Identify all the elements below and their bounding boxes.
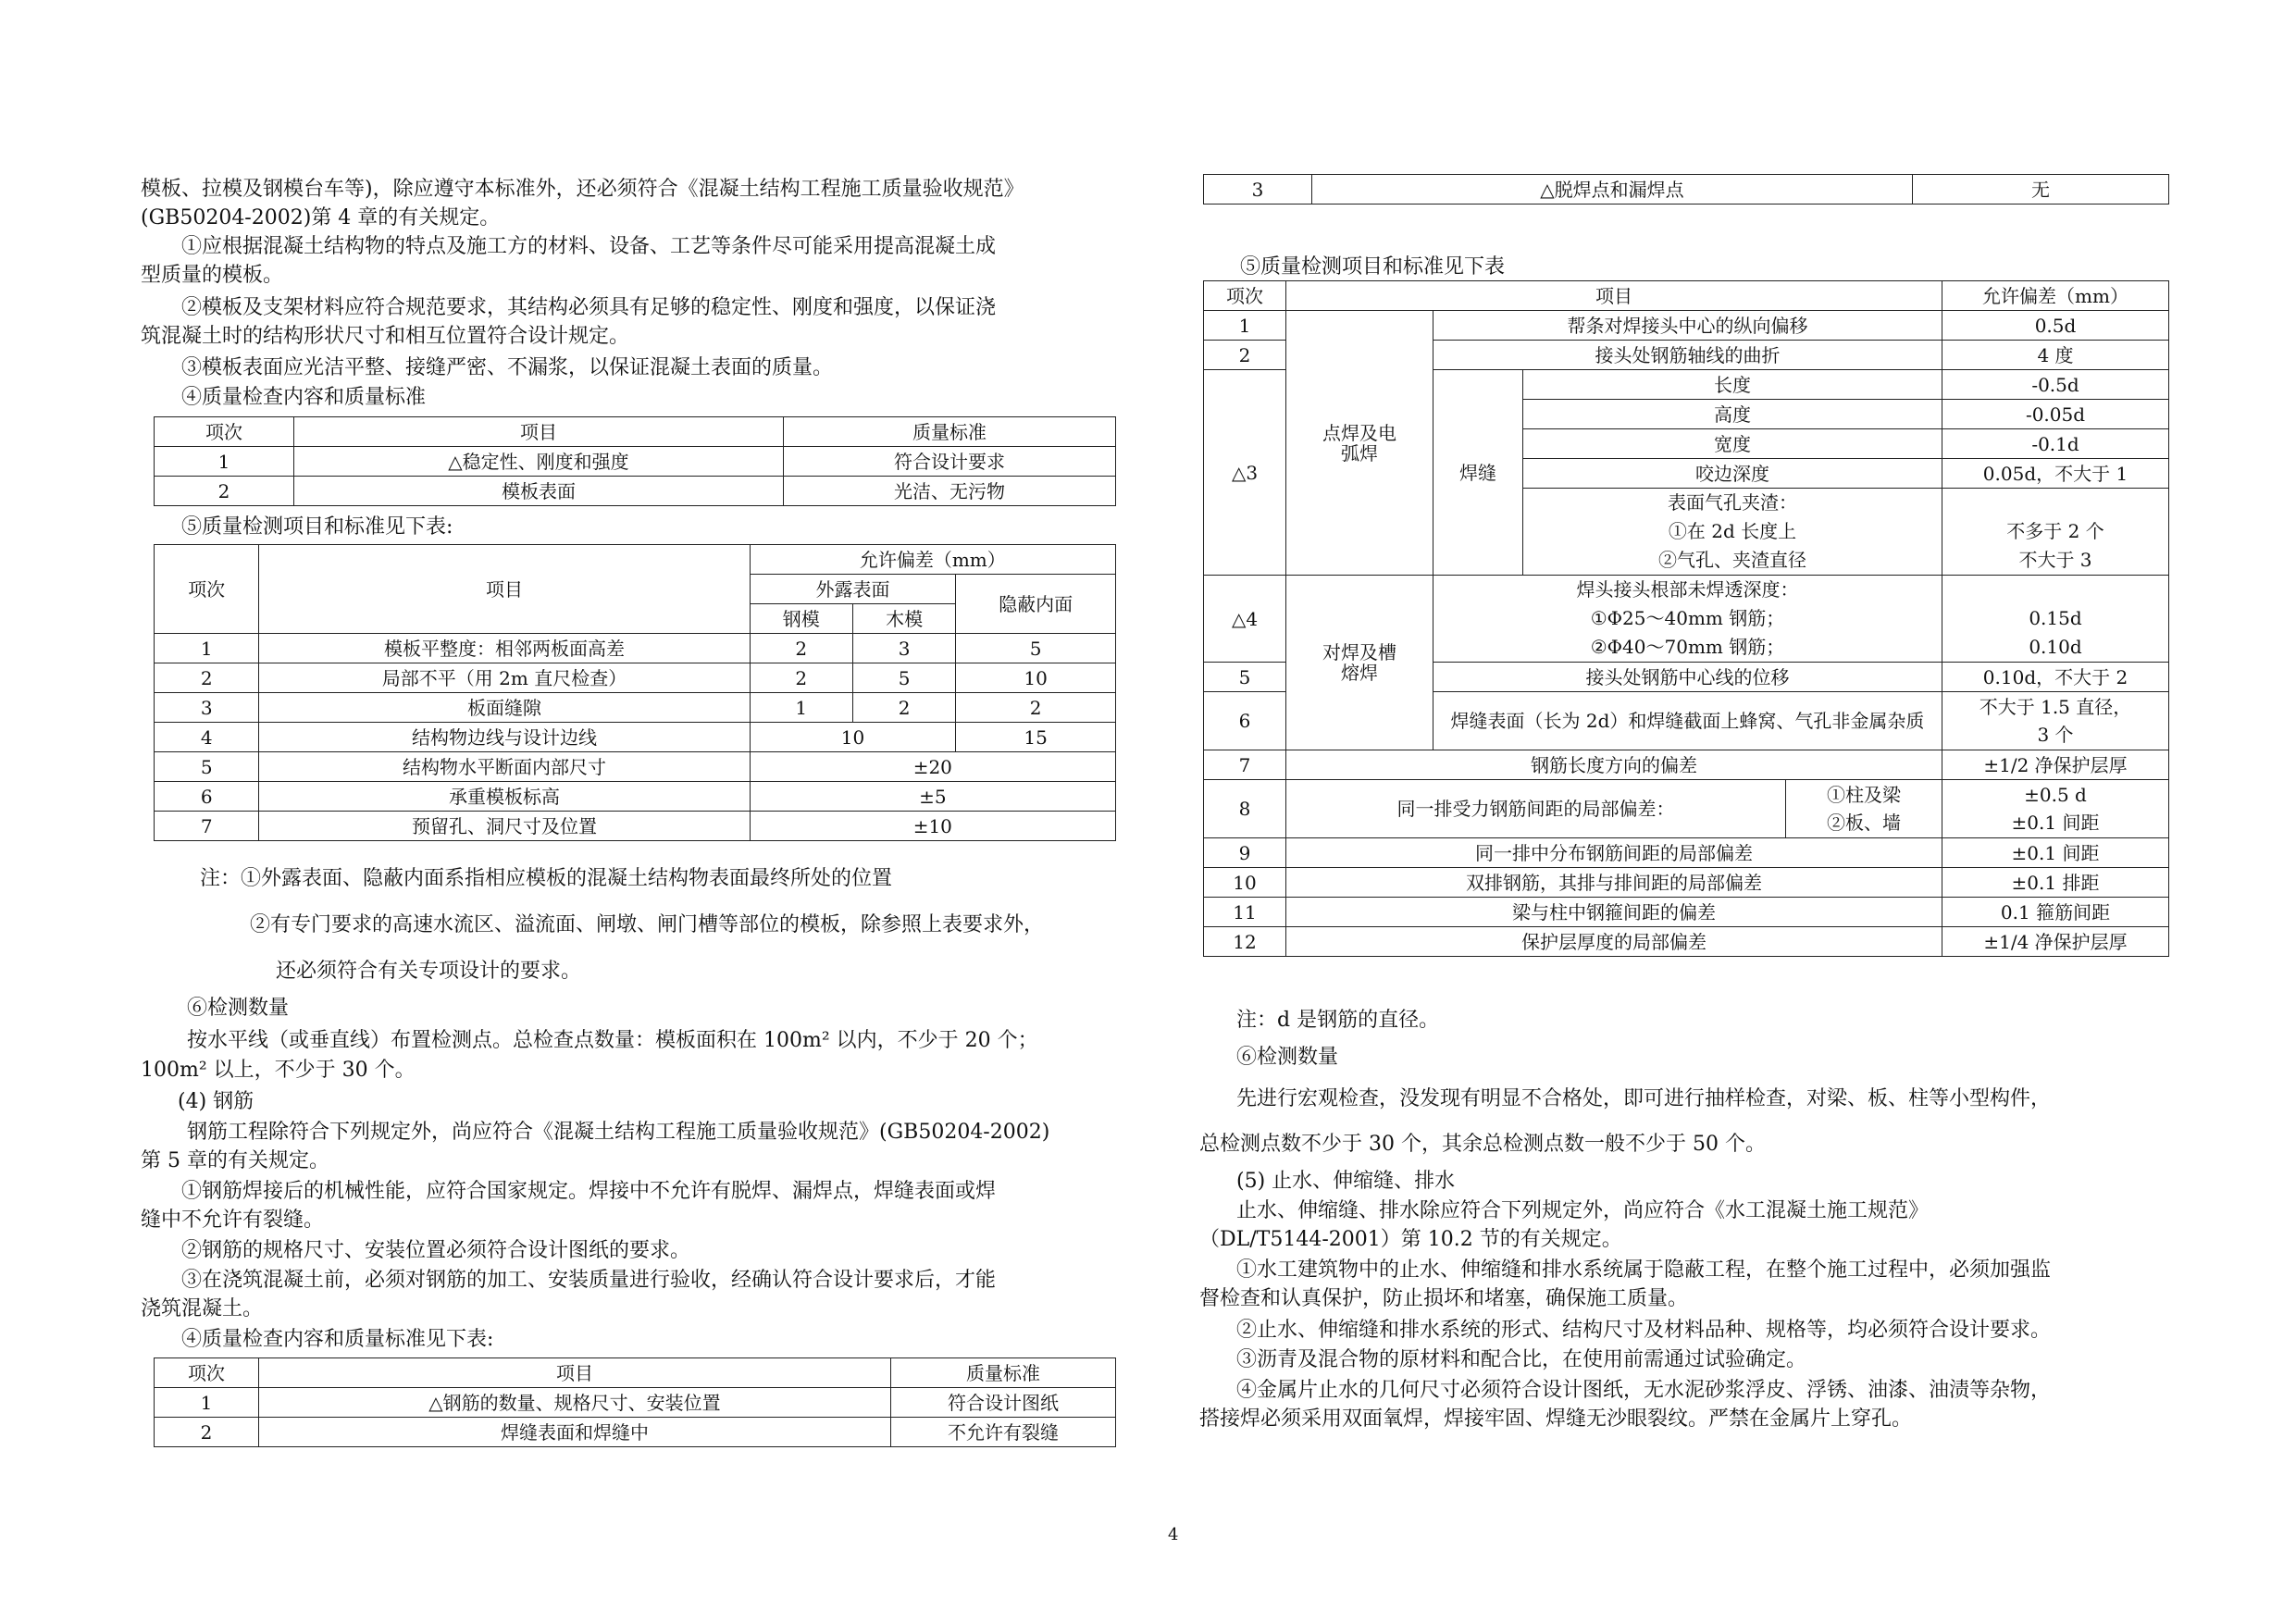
cell: 预留孔、洞尺寸及位置 <box>259 812 750 841</box>
cell: -0.5d <box>1942 370 2169 400</box>
cell: 5 <box>852 663 955 693</box>
cell: 不允许有裂缝 <box>891 1418 1116 1447</box>
header-cell: 允许偏差（mm） <box>750 545 1115 575</box>
cell-line: 不大于 3 <box>2018 549 2092 571</box>
paragraph: ④金属片止水的几何尺寸必须符合设计图纸，无水泥砂浆浮皮、浮锈、油漆、油渍等杂物， <box>1236 1379 2052 1402</box>
cell: 8 <box>1204 780 1286 838</box>
cell: 3 <box>155 693 259 723</box>
cell-line: 表面气孔夹渣： <box>1668 491 1797 514</box>
cell <box>1786 780 1942 838</box>
cell: 1 <box>155 447 294 477</box>
paragraph: ⑥检测数量 <box>187 997 290 1020</box>
cell: 5 <box>956 634 1116 663</box>
cell: 3 <box>852 634 955 663</box>
table-caption: ⑤质量检测项目和标准见下表: <box>181 515 453 539</box>
cell: 梁与柱中钢箍间距的偏差 <box>1286 898 1942 927</box>
cell: 11 <box>1204 898 1286 927</box>
cell <box>1942 780 2169 838</box>
paragraph: ③沥青及混合物的原材料和配合比，在使用前需通过试验确定。 <box>1236 1348 1807 1371</box>
paragraph: 督检查和认真保护，防止损坏和堵塞，确保施工质量。 <box>1199 1287 1689 1310</box>
cell-line: 焊头接头根部未焊透深度： <box>1576 578 1799 601</box>
paragraph: 模板、拉模及钢模台车等)，除应遵守本标准外，还必须符合《混凝土结构工程施工质量验收规范》 <box>141 178 1024 201</box>
note: 注：d 是钢筋的直径。 <box>1236 1009 1440 1032</box>
cell: 符合设计图纸 <box>891 1388 1116 1418</box>
tolerance-table-formwork <box>154 544 1116 841</box>
cell-line: 0.10d <box>2029 636 2082 658</box>
cell-line: ①Φ25～40mm 钢筋； <box>1590 607 1785 629</box>
header-cell: 项目 <box>294 417 784 447</box>
cell: 承重模板标高 <box>259 782 750 812</box>
cell-line: ±0.1 间距 <box>2011 812 2100 834</box>
cell: 咬边深度 <box>1523 459 1942 489</box>
cell: 1 <box>155 634 259 663</box>
paragraph: 先进行宏观检查，没发现有明显不合格处，即可进行抽样检查，对梁、板、柱等小型构件， <box>1236 1087 2052 1110</box>
cell: 10 <box>956 663 1116 693</box>
paragraph: （DL/T5144-2001）第 10.2 节的有关规定。 <box>1199 1228 1622 1251</box>
cell: 0.1 箍筋间距 <box>1942 898 2169 927</box>
cell: 结构物边线与设计边线 <box>259 723 750 752</box>
cell: ±1/4 净保护层厚 <box>1942 927 2169 957</box>
cell: 7 <box>1204 750 1286 780</box>
cell: ±0.1 间距 <box>1942 838 2169 868</box>
paragraph: 搭接焊必须采用双面氧焊，焊接牢固、焊缝无沙眼裂纹。严禁在金属片上穿孔。 <box>1199 1407 1913 1431</box>
cell <box>1942 692 2169 750</box>
cell: 模板表面 <box>294 477 784 506</box>
paragraph: ①应根据混凝土结构物的特点及施工方的材料、设备、工艺等条件尽可能采用提高混凝土成 <box>181 235 997 258</box>
cell <box>1942 576 2169 663</box>
cell <box>1523 489 1942 576</box>
header-cell: 项目 <box>1286 281 1942 311</box>
table-caption: ⑤质量检测项目和标准见下表 <box>1240 255 1506 279</box>
section-heading: (5) 止水、伸缩缝、排水 <box>1236 1170 1456 1193</box>
cell-line: 3 个 <box>2037 724 2074 746</box>
cell: 双排钢筋，其排与排间距的局部偏差 <box>1286 868 1942 898</box>
cell: 局部不平（用 2m 直尺检查） <box>259 663 750 693</box>
cell: 宽度 <box>1523 429 1942 459</box>
cell-line: ②板、墙 <box>1827 812 1901 834</box>
cell: △钢筋的数量、规格尺寸、安装位置 <box>259 1388 891 1418</box>
cell-line: 不多于 2 个 <box>2006 520 2104 542</box>
cell: 5 <box>155 752 259 782</box>
cell: 模板平整度：相邻两板面高差 <box>259 634 750 663</box>
cell: ±0.1 排距 <box>1942 868 2169 898</box>
cell: 1 <box>750 693 852 723</box>
header-cell: 外露表面 <box>750 575 956 604</box>
paragraph: 型质量的模板。 <box>141 264 284 287</box>
cell: 焊缝表面（长为 2d）和焊缝截面上蜂窝、气孔非金属杂质 <box>1433 692 1942 750</box>
cell: -0.1d <box>1942 429 2169 459</box>
paragraph: 总检测点数不少于 30 个，其余总检测点数一般不少于 50 个。 <box>1199 1133 1766 1156</box>
cell: 0.10d，不大于 2 <box>1942 663 2169 692</box>
cell: 光洁、无污物 <box>784 477 1116 506</box>
paragraph: 100m² 以上，不少于 30 个。 <box>141 1059 416 1082</box>
cell: 5 <box>1204 663 1286 692</box>
paragraph: (GB50204-2002)第 4 章的有关规定。 <box>141 206 501 229</box>
header-cell: 项次 <box>155 417 294 447</box>
cell: 2 <box>750 634 852 663</box>
cell: 6 <box>155 782 259 812</box>
cell: 同一排受力钢筋间距的局部偏差： <box>1286 780 1786 838</box>
cell: 长度 <box>1523 370 1942 400</box>
paragraph: ③在浇筑混凝土前，必须对钢筋的加工、安装质量进行验收，经确认符合设计要求后，才能 <box>181 1269 997 1292</box>
cell: 2 <box>956 693 1116 723</box>
cell: 符合设计要求 <box>784 447 1116 477</box>
cell: 3 <box>1204 175 1312 205</box>
group-label: 对焊及槽熔焊 <box>1286 576 1433 750</box>
cell: 4 度 <box>1942 341 2169 370</box>
cell: 无 <box>1913 175 2169 205</box>
cell: 2 <box>750 663 852 693</box>
header-cell: 钢模 <box>750 604 852 634</box>
cell: 钢筋长度方向的偏差 <box>1286 750 1942 780</box>
paragraph: 按水平线（或垂直线）布置检测点。总检查点数量：模板面积在 100m² 以内，不少于 20 个； <box>187 1029 1038 1052</box>
cell: 1 <box>1204 311 1286 341</box>
header-cell: 项次 <box>155 545 259 634</box>
cell: 0.05d，不大于 1 <box>1942 459 2169 489</box>
cell: 2 <box>155 663 259 693</box>
note: 还必须符合有关专项设计的要求。 <box>276 960 582 983</box>
cell-line: 不大于 1.5 直径， <box>1979 696 2132 718</box>
cell: 保护层厚度的局部偏差 <box>1286 927 1942 957</box>
header-cell: 项目 <box>259 1358 891 1388</box>
cell: ±20 <box>750 752 1115 782</box>
section-heading: (4) 钢筋 <box>178 1090 254 1113</box>
paragraph: ①钢筋焊接后的机械性能，应符合国家规定。焊接中不允许有脱焊、漏焊点，焊缝表面或焊 <box>181 1180 997 1203</box>
cell: 15 <box>956 723 1116 752</box>
paragraph: ④质量检查内容和质量标准 <box>181 386 427 409</box>
cell: 2 <box>155 1418 259 1447</box>
cell-line: 0.15d <box>2029 607 2082 629</box>
tolerance-table-rebar <box>1203 280 2169 957</box>
cell: △脱焊点和漏焊点 <box>1312 175 1913 205</box>
cell: 高度 <box>1523 400 1942 429</box>
header-cell: 木模 <box>852 604 955 634</box>
quality-table-formwork <box>154 416 1116 506</box>
cell <box>1433 576 1942 663</box>
cell-line: ②Φ40～70mm 钢筋； <box>1590 636 1785 658</box>
paragraph: ⑥检测数量 <box>1236 1046 1339 1069</box>
cell: 结构物水平断面内部尺寸 <box>259 752 750 782</box>
cell: 0.5d <box>1942 311 2169 341</box>
note: 注：①外露表面、隐蔽内面系指相应模板的混凝土结构物表面最终所处的位置 <box>200 867 893 890</box>
cell: 10 <box>750 723 956 752</box>
paragraph: ②模板及支架材料应符合规范要求，其结构必须具有足够的稳定性、刚度和强度，以保证浇 <box>181 296 997 319</box>
cell: 2 <box>1204 341 1286 370</box>
cell-line: ±0.5 d <box>2024 784 2087 806</box>
cell: ±10 <box>750 812 1115 841</box>
cell: 7 <box>155 812 259 841</box>
cell: △3 <box>1204 370 1286 576</box>
paragraph: 钢筋工程除符合下列规定外，尚应符合《混凝土结构工程施工质量验收规范》(GB50204-2002) <box>187 1121 1050 1144</box>
paragraph: ②钢筋的规格尺寸、安装位置必须符合设计图纸的要求。 <box>181 1239 691 1262</box>
carryover-row-table <box>1203 174 2169 205</box>
note: ②有专门要求的高速水流区、溢流面、闸墩、闸门槽等部位的模板，除参照上表要求外， <box>250 913 1045 936</box>
cell: 接头处钢筋中心线的位移 <box>1433 663 1942 692</box>
cell: 6 <box>1204 692 1286 750</box>
paragraph: 缝中不允许有裂缝。 <box>141 1209 325 1232</box>
header-cell: 项次 <box>1204 281 1286 311</box>
cell: 9 <box>1204 838 1286 868</box>
cell-line: ②气孔、夹渣直径 <box>1658 549 1806 571</box>
cell: 2 <box>155 477 294 506</box>
cell: 帮条对焊接头中心的纵向偏移 <box>1433 311 1942 341</box>
cell: △4 <box>1204 576 1286 663</box>
cell: 4 <box>155 723 259 752</box>
cell-line: ①在 2d 长度上 <box>1668 520 1797 542</box>
header-cell: 隐蔽内面 <box>956 575 1116 634</box>
header-cell: 项目 <box>259 545 750 634</box>
header-cell: 项次 <box>155 1358 259 1388</box>
group-label: 点焊及电弧焊 <box>1286 311 1433 576</box>
cell: 10 <box>1204 868 1286 898</box>
header-cell: 质量标准 <box>891 1358 1116 1388</box>
cell: 2 <box>852 693 955 723</box>
cell: 焊缝表面和焊缝中 <box>259 1418 891 1447</box>
paragraph: ②止水、伸缩缝和排水系统的形式、结构尺寸及材料品种、规格等，均必须符合设计要求。 <box>1236 1319 2052 1342</box>
cell: △稳定性、刚度和强度 <box>294 447 784 477</box>
group-label: 焊缝 <box>1433 370 1523 576</box>
paragraph: ③模板表面应光洁平整、接缝严密、不漏浆，以保证混凝土表面的质量。 <box>181 356 834 379</box>
cell: 接头处钢筋轴线的曲折 <box>1433 341 1942 370</box>
cell: 12 <box>1204 927 1286 957</box>
cell: ±1/2 净保护层厚 <box>1942 750 2169 780</box>
cell-line: ①柱及梁 <box>1827 784 1901 806</box>
cell: 同一排中分布钢筋间距的局部偏差 <box>1286 838 1942 868</box>
paragraph: 止水、伸缩缝、排水除应符合下列规定外，尚应符合《水工混凝土施工规范》 <box>1236 1199 1930 1222</box>
paragraph: ①水工建筑物中的止水、伸缩缝和排水系统属于隐蔽工程，在整个施工过程中，必须加强监 <box>1236 1258 2052 1282</box>
cell: 板面缝隙 <box>259 693 750 723</box>
paragraph: ④质量检查内容和质量标准见下表: <box>181 1328 494 1351</box>
cell <box>1942 489 2169 576</box>
paragraph: 浇筑混凝土。 <box>141 1297 264 1320</box>
page-number: 4 <box>1168 1525 1179 1544</box>
cell: 1 <box>155 1388 259 1418</box>
cell: -0.05d <box>1942 400 2169 429</box>
quality-table-rebar <box>154 1357 1116 1447</box>
paragraph: 筑混凝土时的结构形状尺寸和相互位置符合设计规定。 <box>141 325 630 348</box>
paragraph: 第 5 章的有关规定。 <box>141 1149 329 1172</box>
header-cell: 允许偏差（mm） <box>1942 281 2169 311</box>
header-cell: 质量标准 <box>784 417 1116 447</box>
cell: ±5 <box>750 782 1115 812</box>
